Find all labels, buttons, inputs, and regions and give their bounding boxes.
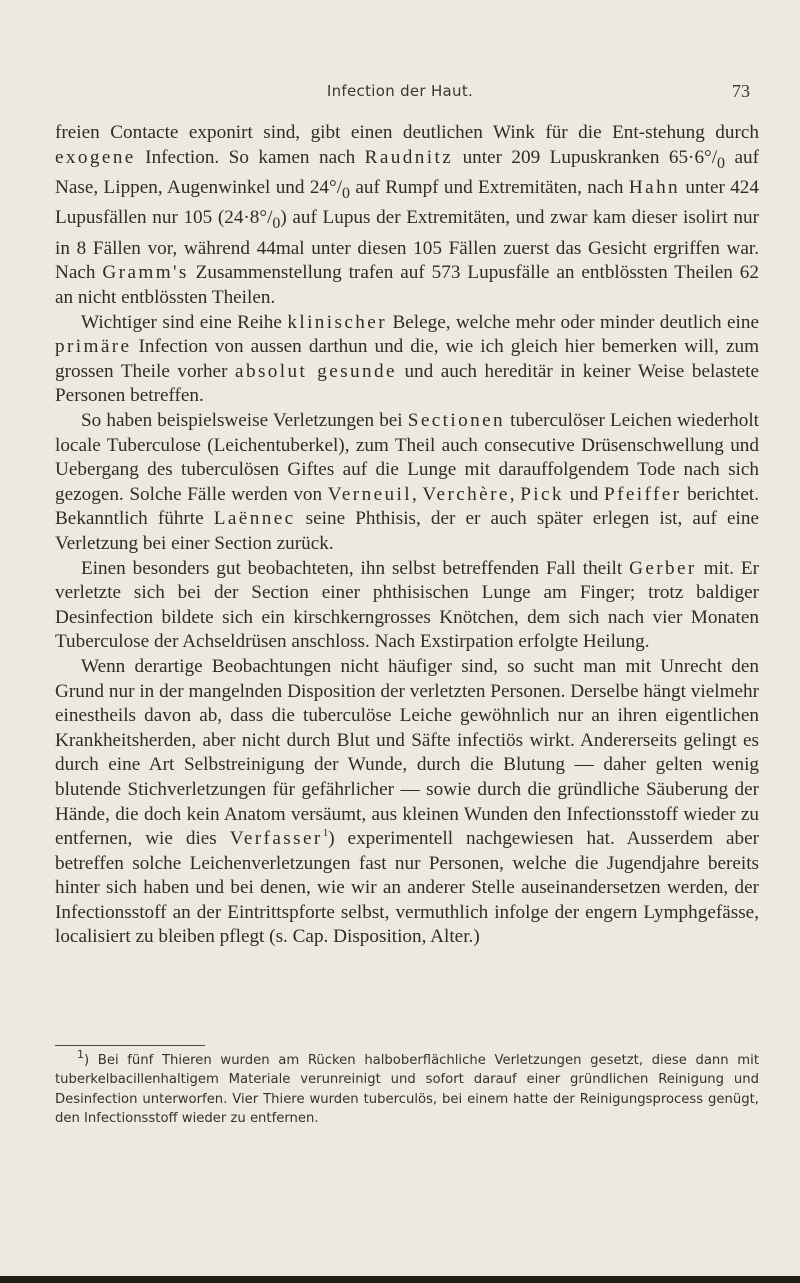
page-bottom-edge bbox=[0, 1276, 800, 1283]
paragraph-5: Wenn derartige Beobachtungen nicht häufiger sind, so sucht man mit Unrecht den Grund nur in der mangelnden Disposition der verletzten Personen. Derselbe hängt vielmehr einestheils davon ab, dass die tuberculöse Leiche gewöhnlich nur an ihren eigentlichen Krankheitsherden, aber nicht durch Blut und Säfte infectiös wirkt. Andererseits gelingt es durch eine Art Selbstreinigung der Wunde, durch die Blutung — daher gelten wenig blutende Stichverletzungen für gefährlicher — sowie durch die gründliche Säuberung der Hände, die doch kein Anatom versäumt, aus kleinen Wunden den Infectionsstoff wieder zu entfernen, wie dies Verfasser$^1$) experimentell nachgewiesen hat. Ausserdem aber betreffen solche Leichenverletzungen fast nur Personen, welche die Jugendjahre bereits hinter sich haben und bei denen, wie wir an anderer Stelle auseinandersetzen werden, der Infectionsstoff an der Eintrittspforte selbst, vermuthlich infolge der engern Lymphgefässe, localisiert zu bleiben pflegt (s. Cap. Disposition, Alter.) bbox=[55, 655, 759, 948]
emphasis: klinischer bbox=[287, 311, 388, 333]
body-text bbox=[55, 121, 759, 950]
author-name: Raudnitz bbox=[364, 146, 454, 168]
emphasis: exogene bbox=[55, 146, 136, 168]
author-name: Pfeiffer bbox=[604, 483, 682, 505]
page-number: 73 bbox=[732, 81, 750, 101]
author-name: Pick bbox=[520, 483, 564, 505]
footnote-marker: 1 bbox=[77, 1047, 84, 1061]
author-name: Hahn bbox=[628, 177, 681, 199]
author-name: Laënnec bbox=[213, 508, 296, 530]
running-head bbox=[0, 82, 800, 104]
emphasis: primäre bbox=[55, 336, 132, 358]
paragraph-1: freien Contacte exponirt sind, gibt einen deutlichen Wink für die Ent-stehung durch exogene Infection. So kamen nach Raudnitz unter 209 Lupuskranken $65\cdot 6^\circ/_0$ auf Nase, Lippen, Augenwinkel und $24^\circ/_0$ auf Rumpf und Extremitäten, nach Hahn unter 424 Lupusfällen nur 105 $(24\cdot 8^\circ/_0)$ auf Lupus der Extremitäten, und zwar kam dieser isolirt nur in 8 Fällen vor, während 44mal unter diesen 105 Fällen zuerst das Gesicht ergriffen war. Nach Gramm's Zusammenstellung trafen auf 573 Lupusfälle an entblössten Theilen 62 an nicht entblössten Theilen. bbox=[55, 122, 759, 309]
emphasis: Verfasser bbox=[229, 828, 323, 850]
author-name: Gerber bbox=[629, 557, 697, 579]
author-name: Gramm's bbox=[102, 262, 189, 284]
emphasis: absolut gesunde bbox=[235, 360, 397, 382]
running-title: Infection der Haut. bbox=[326, 82, 474, 100]
paragraph-2: Wichtiger sind eine Reihe klinischer Belege, welche mehr oder minder deutlich eine primäre Infection von aussen darthun und die, wie ich gleich hier bemerken will, zum grossen Theile vorher absolut gesunde und auch hereditär in keiner Weise belastete Personen betreffen. bbox=[55, 311, 759, 407]
paragraph-4: Einen besonders gut beobachteten, ihn selbst betreffenden Fall theilt Gerber mit. Er verletzte sich bei der Section einer phthisischen Lunge am Finger; trotz baldiger Desinfection bildete sich ein kirschkerngrosses Knötchen, dem sich nach vier Monaten Tuberculose der Achseldrüsen anschloss. Nach Exstirpation erfolgte Heilung. bbox=[55, 557, 759, 653]
footnote-text: ) Bei fünf Thieren wurden am Rücken halboberflächliche Verletzungen gesetzt, diese dann mit tuberkelbacillenhaltigem Materiale verunreinigt und sofort darauf einer gründlichen Reinigung und Desinfection unterworfen. Vier Thiere wurden tuberculös, bei einem hatte der Reinigungsprocess genügt, den Infectionsstoff wieder zu entfernen. bbox=[55, 1053, 759, 1127]
author-name: Verneuil bbox=[327, 483, 412, 505]
paragraph-3: So haben beispielsweise Verletzungen bei Sectionen tuberculöser Leichen wiederholt locale Tuberculose (Leichentuberkel), zum Theil auch consecutive Drüsenschwellung und Uebergang des tuberculösen Giftes auf die Lunge mit darauffolgendem Tode nach sich gezogen. Solche Fälle werden von Verneuil, Verchère, Pick und Pfeiffer berichtet. Bekanntlich führte Laënnec seine Phthisis, der er auch später erlegen ist, auf eine Verletzung bei einer Section zurück. bbox=[55, 410, 760, 554]
footnote bbox=[55, 1047, 759, 1129]
emphasis: Sectionen bbox=[407, 410, 506, 432]
footnote-reference: 1 bbox=[322, 826, 329, 839]
footnote-separator bbox=[55, 1045, 205, 1046]
author-name: Verchère bbox=[422, 483, 510, 505]
